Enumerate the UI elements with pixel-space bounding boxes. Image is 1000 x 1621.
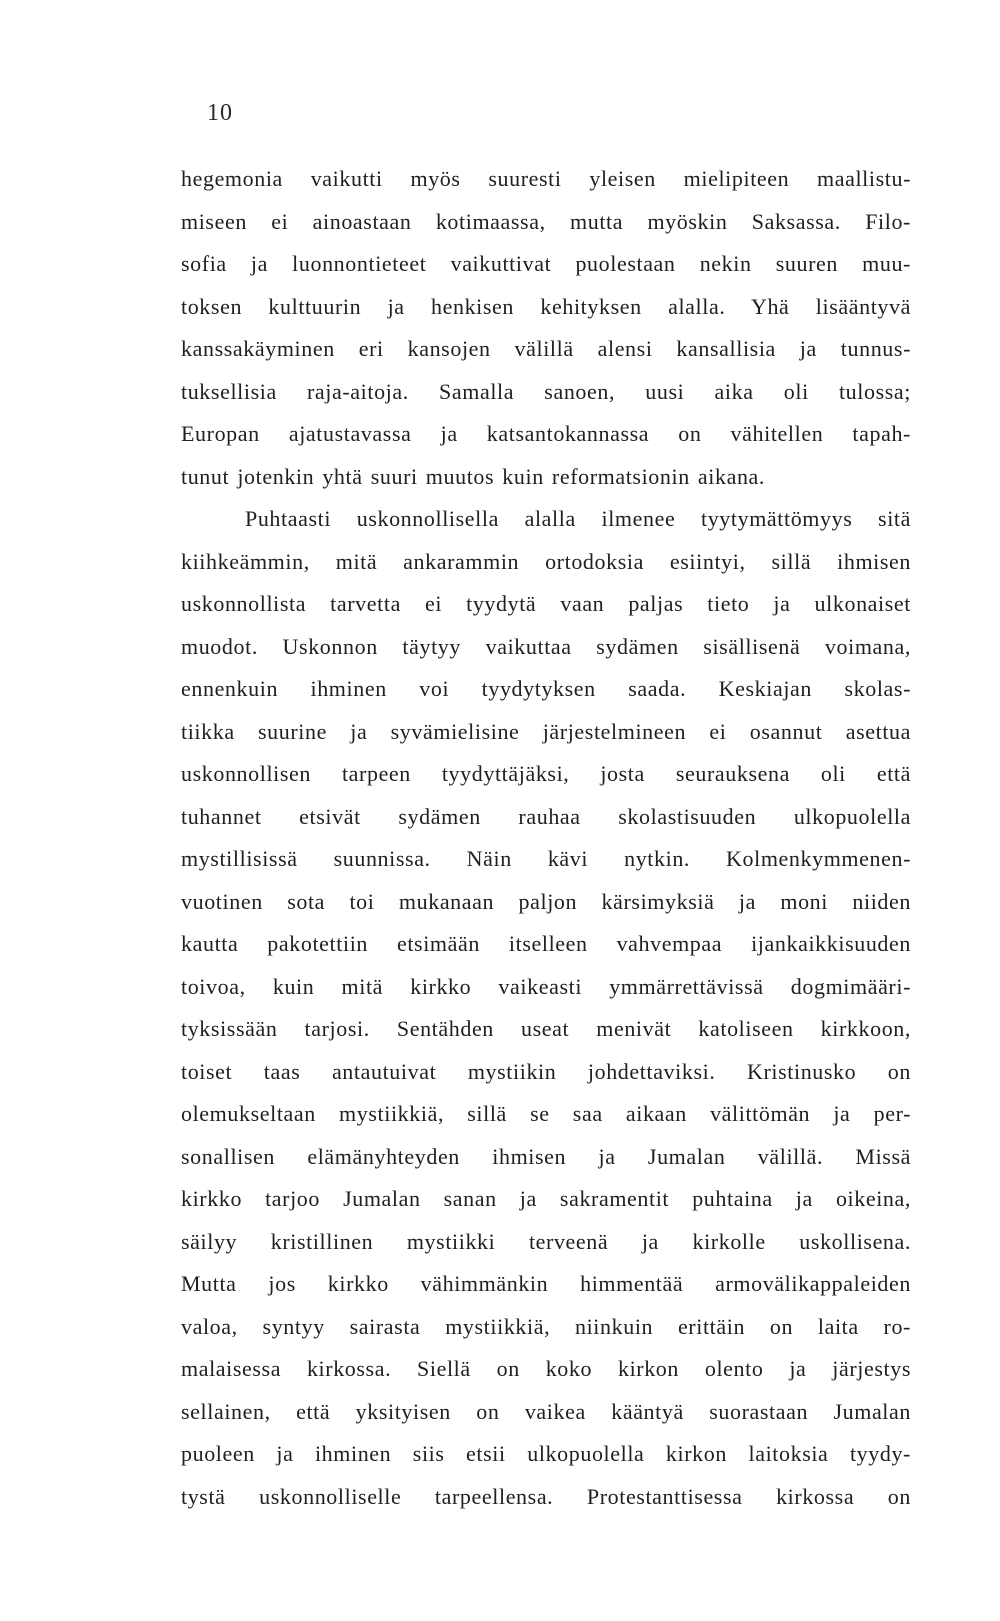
text-line: malaisessa kirkossa. Siellä on koko kirkon olento ja järjestys	[181, 1356, 911, 1381]
text-line: tunut jotenkin yhtä suuri muutos kuin reformatsionin aikana.	[181, 463, 766, 489]
text-line: kiihkeämmin, mitä ankarammin ortodoksia esiintyi, sillä ihmisen	[181, 548, 911, 574]
text-line: kautta pakotettiin etsimään itselleen vahvempaa ijankaikkisuuden	[181, 931, 911, 956]
text-line: toivoa, kuin mitä kirkko vaikeasti ymmärrettävissä dogmimääri-	[181, 973, 911, 999]
text-line: säilyy kristillinen mystiikki terveenä ja kirkolle uskollisena.	[181, 1228, 911, 1254]
text-line: muodot. Uskonnon täytyy vaikuttaa sydämen sisällisenä voimana,	[181, 633, 911, 659]
body-text	[181, 158, 911, 1518]
text-line: miseen ei ainoastaan kotimaassa, mutta myöskin Saksassa. Filo-	[181, 208, 911, 234]
text-line: Mutta jos kirkko vähimmänkin himmentää armovälikappaleiden	[181, 1271, 911, 1296]
text-line: toiset taas antautuivat mystiikin johdettaviksi. Kristinusko on	[181, 1058, 911, 1084]
text-line: vuotinen sota toi mukanaan paljon kärsimyksiä ja moni niiden	[181, 888, 911, 914]
text-line: mystillisissä suunnissa. Näin kävi nytkin. Kolmenkymmenen-	[181, 846, 911, 871]
text-line: Europan ajatustavassa ja katsantokannassa on vähitellen tapah-	[181, 421, 911, 446]
text-line: tuksellisia raja-aitoja. Samalla sanoen, uusi aika oli tulossa;	[181, 378, 911, 404]
text-line: sofia ja luonnontieteet vaikuttivat puolestaan nekin suuren muu-	[181, 251, 911, 276]
text-line: olemukseltaan mystiikkiä, sillä se saa aikaan välittömän ja per-	[181, 1101, 911, 1126]
text-line: sellainen, että yksityisen on vaikea kääntyä suorastaan Jumalan	[181, 1398, 911, 1424]
text-line: kanssakäyminen eri kansojen välillä alensi kansallisia ja tunnus-	[181, 336, 911, 361]
text-line: uskonnollisen tarpeen tyydyttäjäksi, josta seurauksena oli että	[181, 761, 911, 786]
text-line: tuhannet etsivät sydämen rauhaa skolastisuuden ulkopuolella	[181, 803, 911, 829]
text-line: hegemonia vaikutti myös suuresti yleisen mielipiteen maallistu-	[181, 166, 911, 191]
text-line: valoa, syntyy sairasta mystiikkiä, niinkuin erittäin on laita ro-	[181, 1313, 911, 1339]
text-line: sonallisen elämänyhteyden ihmisen ja Jumalan välillä. Missä	[181, 1143, 911, 1169]
text-line: tiikka suurine ja syvämielisine järjestelmineen ei osannut asettua	[181, 718, 911, 744]
page-number: 10	[207, 100, 233, 126]
text-line: Puhtaasti uskonnollisella alalla ilmenee tyytymättömyys sitä	[245, 506, 911, 531]
text-line: kirkko tarjoo Jumalan sanan ja sakramentit puhtaina ja oikeina,	[181, 1186, 911, 1211]
text-line: toksen kulttuurin ja henkisen kehityksen alalla. Yhä lisääntyvä	[181, 293, 911, 319]
text-line: ennenkuin ihminen voi tyydytyksen saada. Keskiajan skolas-	[181, 676, 911, 701]
text-line: tystä uskonnolliselle tarpeellensa. Protestanttisessa kirkossa on	[181, 1483, 911, 1509]
text-line: tyksissään tarjosi. Sentähden useat menivät katoliseen kirkkoon,	[181, 1016, 911, 1041]
text-line: uskonnollista tarvetta ei tyydytä vaan paljas tieto ja ulkonaiset	[181, 591, 911, 616]
text-line: puoleen ja ihminen siis etsii ulkopuolella kirkon laitoksia tyydy-	[181, 1441, 911, 1466]
